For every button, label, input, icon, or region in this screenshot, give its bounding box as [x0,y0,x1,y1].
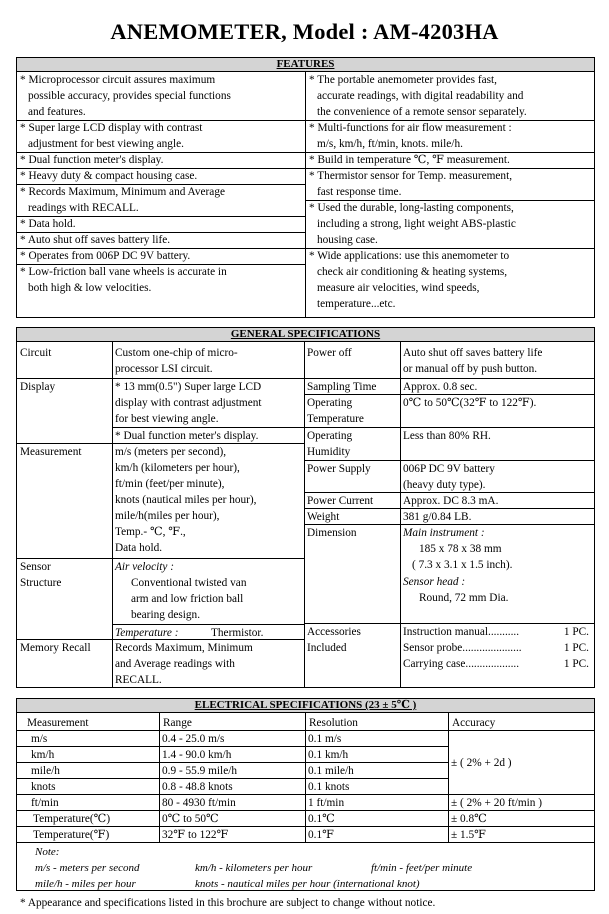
feature-right-item-line: * The portable anemometer provides fast, [309,74,498,86]
elec-resolution: 1 ft/min [308,797,345,809]
features-header: FEATURES [17,58,594,72]
column-header: Measurement [27,717,89,729]
elec-resolution: 0.1℃ [308,813,335,825]
spec-value-display-line: for best viewing angle. [115,413,219,425]
spec-dimension-main-label: Main instrument : [403,527,485,539]
elec-measurement: mile/h [31,765,60,777]
feature-right-item-line: fast response time. [317,186,402,198]
spec-label-power-supply: Power Supply [307,463,371,475]
spec-value-op-humidity: Less than 80% RH. [403,430,491,442]
elec-range: 80 - 4930 ft/min [162,797,236,809]
spec-label-accessories-line: Included [307,642,347,654]
feature-right-item-line: housing case. [317,234,378,246]
footer-disclaimer: * Appearance and specifications listed in this brochure are subject to change without notice. [20,897,436,909]
elec-measurement: m/s [31,733,48,745]
spec-value-memory-line: and Average readings with [115,658,235,670]
spec-value-sampling: Approx. 0.8 sec. [403,381,478,393]
elec-range: 0.8 - 48.8 knots [162,781,233,793]
elec-range: 0℃ to 50℃ [162,813,219,825]
spec-sensor-air-value-line: bearing design. [131,609,201,621]
feature-left-item-line: * Auto shut off saves battery life. [20,234,171,246]
feature-right-item-line: measure air velocities, wind speeds, [317,282,480,294]
elec-range: 0.9 - 55.9 mile/h [162,765,237,777]
spec-dimension-main-value: 185 x 78 x 38 mm [419,543,502,555]
elec-resolution: 0.1 m/s [308,733,342,745]
feature-right-item-line: * Used the durable, long-lasting components, [309,202,514,214]
spec-label-sensor-line: Structure [20,577,62,589]
spec-sensor-air-value-line: arm and low friction ball [131,593,244,605]
spec-label-accessories-line: Accessories [307,626,361,638]
feature-right-item-line: * Thermistor sensor for Temp. measurement, [309,170,513,182]
spec-value-power-off-line: Auto shut off saves battery life [403,347,543,359]
elec-measurement: ft/min [31,797,59,809]
feature-right-item: * Build in temperature ℃, ℉ measurement. [309,154,510,166]
spec-value-display-line: * 13 mm(0.5") Super large LCD [115,381,262,393]
spec-dimension-sensor-value: Round, 72 mm Dia. [419,592,509,604]
feature-right-item-line: check air conditioning & heating systems, [317,266,508,278]
accessory-item [401,640,595,656]
feature-left-item-line: readings with RECALL. [28,202,139,214]
spec-sensor-air-value-line: Conventional twisted van [131,577,247,589]
feature-left-item-line: * Microprocessor circuit assures maximum [20,74,216,86]
elec-resolution: 0.1 knots [308,781,350,793]
elec-resolution: 0.1 mile/h [308,765,354,777]
spec-value-circuit-line: Custom one-chip of micro- [115,347,238,359]
elec-measurement: Temperature(℉) [33,829,110,841]
feature-right-item-line: temperature...etc. [317,298,396,310]
electrical-specs-panel [16,698,595,891]
feature-left-item-line: * Super large LCD display with contrast [20,122,203,134]
note-item: knots - nautical miles per hour (international knot) [195,878,420,890]
accessory-qty: 1 PC. [563,658,589,670]
feature-left-item-line: * Data hold. [20,218,76,230]
elec-range: 0.4 - 25.0 m/s [162,733,225,745]
spec-value-memory-line: RECALL. [115,674,162,686]
spec-label-display: Display [20,381,56,393]
feature-left-item-line: * Operates from 006P DC 9V battery. [20,250,191,262]
feature-right-item-line: m/s, km/h, ft/min, knots. mile/h. [317,138,463,150]
feature-left-item-line: and features. [28,106,86,118]
notes-label: Note: [35,846,60,858]
spec-label-weight: Weight [307,511,340,523]
accessory-name: Instruction manual........... [403,626,520,638]
spec-label-sampling: Sampling Time [307,381,377,393]
spec-sensor-temp-label: Temperature : [115,627,179,639]
accessory-qty: 1 PC. [563,642,589,654]
elec-measurement: Temperature(℃) [33,813,111,825]
spec-value-measurement-line: knots (nautical miles per hour), [115,494,257,506]
spec-label-op-humidity-line: Operating [307,430,353,442]
spec-value-power-off-line: or manual off by push button. [403,363,538,375]
feature-left-item-line: * Low-friction ball vane wheels is accurate in [20,266,227,278]
electrical-specs-header: ELECTRICAL SPECIFICATIONS (23 ± 5℃ ) [17,699,594,713]
elec-accuracy: ± 1.5℉ [451,829,486,841]
elec-resolution: 0.1℉ [308,829,334,841]
spec-value-measurement-line: Data hold. [115,542,163,554]
note-item: mile/h - miles per hour [35,878,136,890]
feature-left-item-line: * Heavy duty & compact housing case. [20,170,198,182]
accessory-item [401,656,595,672]
spec-value-circuit-line: processor LSI circuit. [115,363,213,375]
spec-label-dimension: Dimension [307,527,357,539]
spec-dimension-main-value: ( 7.3 x 3.1 x 1.5 inch). [412,559,513,571]
elec-measurement: km/h [31,749,55,761]
feature-right-item-line: * Wide applications: use this anemometer to [309,250,510,262]
feature-left-item-line: possible accuracy, provides special functions [28,90,231,102]
accessory-name: Sensor probe..................... [403,642,522,654]
spec-label-power-current: Power Current [307,495,374,507]
feature-left-item-line: adjustment for best viewing angle. [28,138,184,150]
column-header: Range [163,717,192,729]
spec-sensor-air-label: Air velocity : [115,561,174,573]
spec-value-display-line: * Dual function meter's display. [115,430,259,442]
spec-value-power-supply-line: (heavy duty type). [403,479,486,491]
spec-value-measurement-line: km/h (kilometers per hour), [115,462,240,474]
spec-label-power-off: Power off [307,347,352,359]
spec-value-measurement-line: mile/h(miles per hour), [115,510,220,522]
feature-left-item-line: both high & low velocities. [28,282,152,294]
features-panel [16,57,595,318]
spec-label-op-temp-line: Operating [307,397,353,409]
feature-right-item-line: * Multi-functions for air flow measurement : [309,122,512,134]
elec-measurement: knots [31,781,56,793]
spec-label-op-humidity-line: Humidity [307,446,351,458]
spec-value-measurement-line: m/s (meters per second), [115,446,227,458]
general-specs-panel [16,327,595,688]
column-header: Resolution [309,717,358,729]
note-item: km/h - kilometers per hour [195,862,313,874]
spec-label-measurement: Measurement [20,446,82,458]
feature-left-item-line: * Dual function meter's display. [20,154,164,166]
spec-value-power-supply-line: 006P DC 9V battery [403,463,495,475]
spec-value-power-current: Approx. DC 8.3 mA. [403,495,499,507]
accessory-qty: 1 PC. [563,626,589,638]
note-item: ft/min - feet/per minute [371,862,473,874]
spec-value-op-temp: 0℃ to 50℃(32℉ to 122℉). [403,397,537,409]
elec-resolution: 0.1 km/h [308,749,349,761]
spec-sensor-temp-value: Thermistor. [211,627,264,639]
column-header: Accuracy [452,717,496,729]
feature-right-item-line: the convenience of a remote sensor separately. [317,106,527,118]
feature-right-item-line: including a strong, light weight ABS-plastic [317,218,516,230]
elec-range: 1.4 - 90.0 km/h [162,749,232,761]
spec-value-weight: 381 g/0.84 LB. [403,511,472,523]
elec-accuracy: ± ( 2% + 20 ft/min ) [451,797,543,809]
accessory-item [401,624,595,640]
spec-value-display-line: display with contrast adjustment [115,397,262,409]
elec-range: 32℉ to 122℉ [162,829,229,841]
accessory-name: Carrying case................... [403,658,520,670]
spec-label-op-temp-line: Temperature [307,413,364,425]
spec-value-measurement-line: ft/min (feet/per minute), [115,478,225,490]
general-specs-header: GENERAL SPECIFICATIONS [17,328,594,342]
note-item: m/s - meters per second [35,862,140,874]
spec-label-sensor-line: Sensor [20,561,51,573]
page-title: ANEMOMETER, Model : AM-4203HA [110,19,499,44]
spec-value-memory-line: Records Maximum, Minimum [115,642,253,654]
feature-left-item-line: * Records Maximum, Minimum and Average [20,186,225,198]
spec-value-measurement-line: Temp.- ℃, ℉., [115,526,186,538]
elec-accuracy: ± 0.8℃ [451,813,487,825]
spec-dimension-sensor-label: Sensor head : [403,576,466,588]
spec-label-circuit: Circuit [20,347,52,359]
elec-accuracy-group: ± ( 2% + 2d ) [451,757,512,769]
spec-label-memory: Memory Recall [20,642,91,654]
feature-right-item-line: accurate readings, with digital readability and [317,90,524,102]
